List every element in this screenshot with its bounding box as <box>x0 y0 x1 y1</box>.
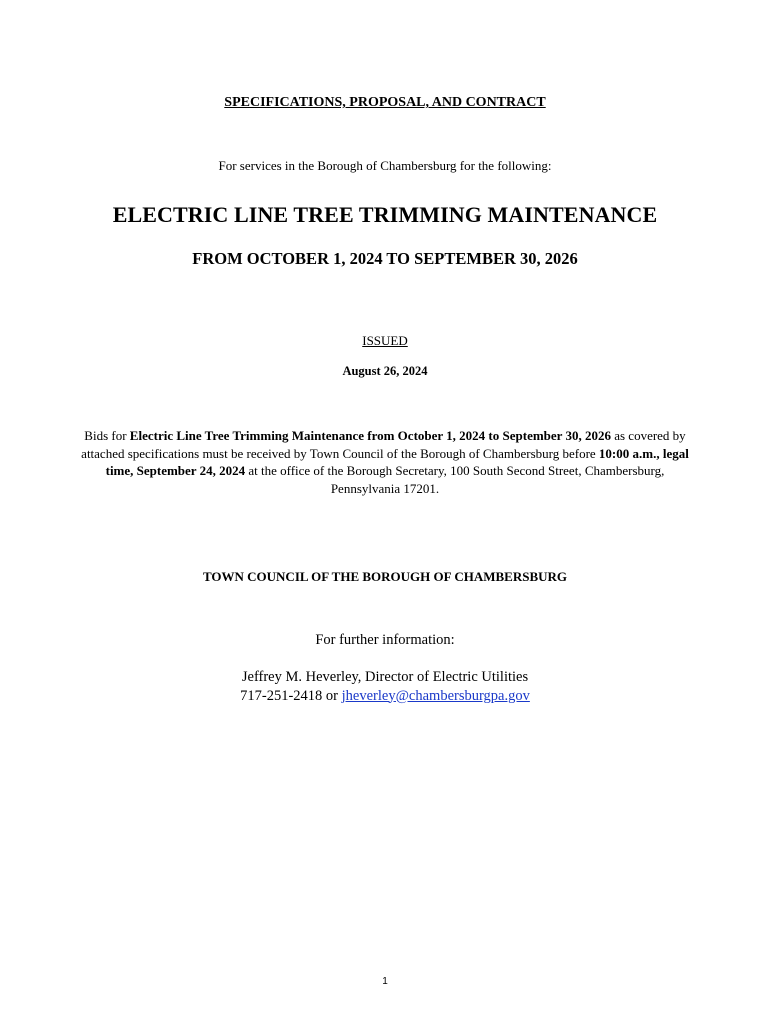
intro-text: For services in the Borough of Chambersburg for the following: <box>218 158 552 173</box>
page-number: 1 <box>382 976 388 987</box>
date-range: FROM OCTOBER 1, 2024 TO SEPTEMBER 30, 2026 <box>192 249 578 268</box>
main-title: ELECTRIC LINE TREE TRIMMING MAINTENANCE <box>112 202 658 227</box>
contact-block <box>0 668 770 705</box>
further-info-label: For further information: <box>315 632 455 648</box>
contact-phone: 717-251-2418 or <box>240 687 342 704</box>
contact-email-link[interactable]: jheverley@chambersburgpa.gov <box>341 687 530 704</box>
contact-line <box>0 687 770 706</box>
council-heading: TOWN COUNCIL OF THE BOROUGH OF CHAMBERSBURG <box>202 569 568 584</box>
bid-text-2: as covered by attached specifications must be received by Town Council of the Borough of Chambersburg before <box>81 428 686 461</box>
bid-text-1: Bids for <box>84 428 130 443</box>
bid-bold-1: Electric Line Tree Trimming Maintenance from October 1, 2024 to September 30, 2026 <box>129 428 611 443</box>
contact-name: Jeffrey M. Heverley, Director of Electric Utilities <box>241 669 529 685</box>
issued-date: August 26, 2024 <box>342 364 428 378</box>
issued-label: ISSUED <box>362 333 408 348</box>
bid-text-3: at the office of the Borough Secretary, 100 South Second Street, Chambersburg, Pennsylvania 17201. <box>245 463 665 496</box>
spec-heading: SPECIFICATIONS, PROPOSAL, AND CONTRACT <box>224 95 546 110</box>
bid-bold-2: 10:00 a.m., legal time, September 24, 2024 <box>105 445 689 478</box>
bid-paragraph <box>70 427 700 497</box>
